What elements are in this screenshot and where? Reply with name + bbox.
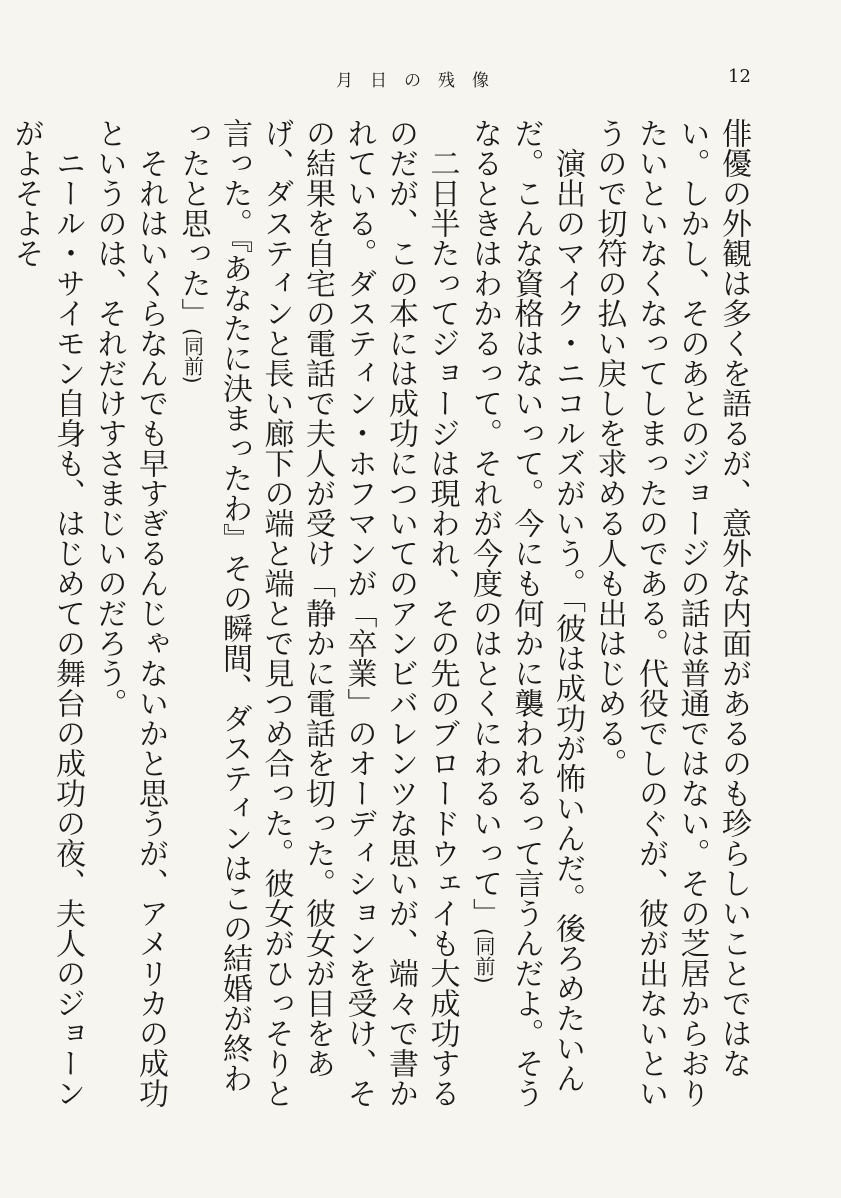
paragraph-text: 俳優の外観は多くを語るが、意外な内面があるのも珍らしいことではない。しかし、そのあとのジョージの話は普通ではない。その芝居からおりたいといなくなってしまったのである。代役でしのぐが、彼が出ないというので切符の払い戻しを求める人も出はじめる。 (591, 118, 751, 1108)
paragraph-2 (463, 118, 589, 1118)
body-text (8, 118, 754, 1118)
paragraph-text: 演出のマイク・ニコルズがいう。「彼は成功が怖いんだ。後ろめたいんだ。こんな資格はないって。今にも何かに襲われるって言うんだよ。そうなるときはわかるって。それが今度のはとくにわるいって」 (467, 118, 585, 1108)
paragraph-text: それはいくらなんでも早すぎるんじゃないかと思うが、アメリカの成功というのは、それだけすさまじいのだろう。 (91, 118, 168, 1108)
paragraph-5 (5, 118, 88, 1118)
paragraph-text: 二日半たってジョージは現われ、その先のブロードウェイも大成功するのだが、この本には成功についてのアンビバレンツな思いが、端々で書かれている。ダスティン・ホフマンが「卒業」のオーディションを受け、その結果を自宅の電話で夫人が受け「静かに電話を切った。彼女が目をあげ、ダスティンと長い廊下の端と端とで見つめ合った。彼女がひっそりと言った。『あなたに決まったわ』その瞬間、ダスティンはこの結婚が終わったと思った」 (175, 118, 460, 1108)
paragraph-text: ニール・サイモン自身も、はじめての舞台の成功の夜、夫人のジョーンがよそよそ (8, 118, 85, 1108)
paragraph-1 (588, 118, 754, 1118)
citation: (同前) (472, 928, 496, 984)
running-title: 月日の残像 (336, 71, 506, 91)
citation: (同前) (180, 328, 205, 384)
paragraph-3 (171, 118, 463, 1118)
paragraph-4 (88, 118, 171, 1118)
page-number: 12 (728, 66, 751, 87)
